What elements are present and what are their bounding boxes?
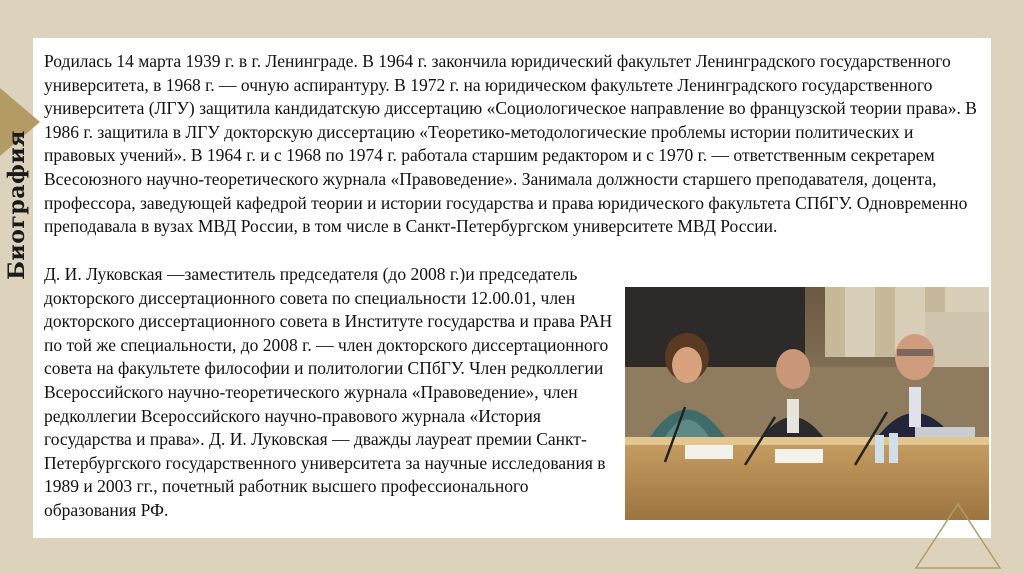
biography-paragraph-2: Д. И. Луковская —заместитель председателя (до 2008 г.)и председатель докторского диссертационного совета по специальности 12.00.01, член докторского диссертационного совета в Институте государства и права РАН по той же специальности, до 2008 г. — член докторского диссертационного совета на факультете философии и политологии СПбГУ. Член редколлегии Всероссийского научно-теоретического журнала «Правоведение», член редколлегии Всероссийского научно-правового журнала «История государства и права». Д. И. Луковская — дважды лауреат премии Санкт-Петербургского государственного университета за научные исследования в 1989 и 2003 гг., почетный работник высшего профессионального образования РФ.: [44, 264, 613, 520]
corner-decoration: [910, 498, 1002, 570]
biography-paragraph-1: Родилась 14 марта 1939 г. в г. Ленинграде. В 1964 г. закончила юридический факультет Ленинградского государственного университета, в 1968 г. — очную аспирантуру. В 1972 г. на юридическом факультете Ленинградского государственного университета (ЛГУ) защитила кандидатскую диссертацию «Социологическое направление во французской теории права». В 1986 г. защитила в ЛГУ докторскую диссертацию «Теоретико-методологические проблемы истории политических и правовых учений». В 1964 г. и с 1968 по 1974 г. работала старшим редактором и с 1970 г. — ответственным секретарем Всесоюзного научно-теоретического журнала «Правоведение». Занимала должности старшего преподавателя, доцента, профессора, заведующей кафедрой теории и истории государства и права юридического факультета СПбГУ. Одновременно преподавала в вузах МВД России, в том числе в Санкт-Петербургском университете МВД России.: [44, 51, 977, 237]
section-title: Биография: [4, 130, 30, 280]
conference-photo: [625, 287, 989, 520]
